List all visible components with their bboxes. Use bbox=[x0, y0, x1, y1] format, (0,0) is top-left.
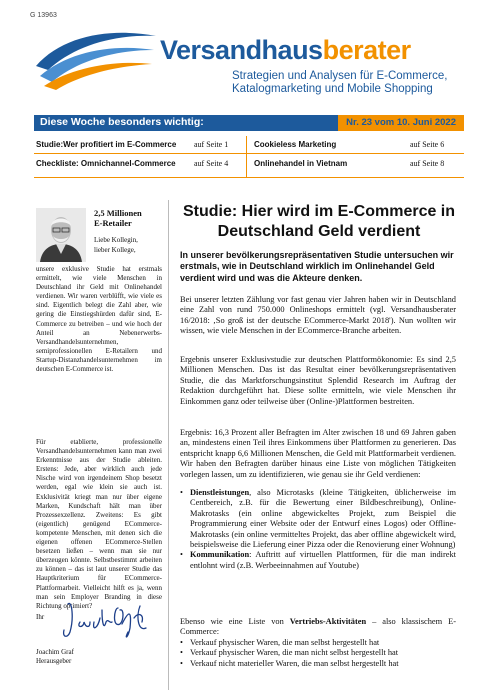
tagline-line2: Katalogmarketing und Mobile Shopping bbox=[232, 83, 433, 95]
editor-signoff bbox=[36, 648, 74, 666]
article-headline-line1: Studie: Hier wird im E-Commerce in bbox=[182, 203, 456, 220]
brand-name bbox=[160, 35, 411, 66]
toc-item-page: auf Seite 8 bbox=[410, 159, 445, 168]
greeting-line2: lieber Kollege, bbox=[94, 245, 136, 254]
issue-number: Nr. 23 vom 10. Juni 2022 bbox=[338, 115, 464, 131]
list-item bbox=[180, 488, 456, 550]
publication-code: G 13963 bbox=[30, 12, 57, 19]
editorial-headline-line2: E-Retailer bbox=[94, 218, 132, 228]
editorial-paragraph: unsere exklusive Studie hat erstmals ermittelt, wie viele Menschen in Deutschland ihr Geld mit Onlinehandel verdienen. Wir waren verblüfft, wie viele es sind. Eigentlich belegt die Zahl aber, wie gering die Einstiegshürden dafür sind, E-Commerce zu betreiben – und wie hoch der Anteil an Nebenerwerbs-Versandhandelsunternehmen, semiprofessionellen E-Retailern und Startup-Distanzhandelsunternehmen im deutschen E-Commerce ist. bbox=[36, 265, 162, 374]
article-paragraph: Ergebnis: 16,3 Prozent aller Befragten im Alter zwischen 18 und 69 Jahren gaben an, mindestens einen Teil ihres Einkommens über Plattformen zu generieren. Das entspricht knapp 6,6 Millionen Menschen, die Geld mit Plattformarbeit verdienen. Wir haben den Befragten darüber hinaus eine Liste von möglichen Tätigkeiten vorlegen lassen, um zu identifizieren, wie genau sie ihr Geld verdienen: bbox=[180, 428, 456, 479]
toc-item[interactable] bbox=[36, 159, 229, 168]
list-item bbox=[180, 648, 456, 658]
paragraph-term: Vertriebs-Aktivitäten bbox=[289, 617, 367, 626]
editorial-greeting bbox=[94, 236, 138, 255]
greeting-line1: Liebe Kollegin, bbox=[94, 236, 138, 244]
brand-tagline bbox=[232, 70, 462, 96]
article-headline-line2: Deutschland Geld verdient bbox=[217, 222, 421, 240]
brand-name-part2: berater bbox=[322, 35, 411, 65]
toc-rule bbox=[34, 153, 464, 154]
list-item-text: Verkauf physischer Waren, die man selbst hergestellt hat bbox=[190, 638, 380, 647]
list-item bbox=[180, 659, 456, 669]
column-divider bbox=[168, 200, 169, 690]
tagline-line1: Strategien und Analysen für E-Commerce, bbox=[232, 70, 448, 82]
article-paragraph bbox=[180, 617, 456, 638]
bullet-icon: • bbox=[180, 658, 183, 668]
toc-divider bbox=[246, 136, 247, 178]
toc-item-title: Checkliste: Omnichannel-Commerce bbox=[36, 159, 176, 168]
list-item bbox=[180, 638, 456, 648]
bullet-icon: • bbox=[180, 648, 183, 658]
editor-signature bbox=[58, 598, 158, 644]
list-item-text: Verkauf nicht materieller Waren, die man selbst hergestellt hat bbox=[190, 658, 399, 668]
brand-name-part1: Versandhaus bbox=[160, 35, 323, 65]
list-item bbox=[180, 550, 456, 571]
article-lead: In unserer bevölkerungsrepräsentativen Studie untersuchen wir erstmals, wie in Deutschland wirklich im Onlinehandel Geld verdient wird und was die Akteure denken. bbox=[180, 250, 454, 283]
toc-item-page: auf Seite 1 bbox=[194, 140, 229, 149]
article-headline bbox=[174, 202, 464, 241]
toc-item-page: auf Seite 6 bbox=[410, 140, 445, 149]
editorial-headline-line1: 2,5 Millionen bbox=[94, 208, 142, 218]
highlights-bar bbox=[34, 115, 464, 131]
list-item-term: Kommunikation bbox=[190, 550, 250, 560]
list-item-term: Dienstleistungen bbox=[190, 488, 250, 497]
list-item-text: : Auftritt auf virtuellen Plattformen, für die man indirekt entlohnt wird (z.B. Werbeeinnahmen auf Youtube) bbox=[190, 550, 456, 570]
editor-role: Herausgeber bbox=[36, 657, 72, 665]
activity-list bbox=[180, 488, 456, 571]
bullet-icon: • bbox=[180, 638, 183, 647]
toc-item[interactable] bbox=[254, 140, 445, 149]
brand-swoosh-logo bbox=[34, 26, 158, 92]
article-paragraph: Ergebnis unserer Exklusivstudie zur deutschen Plattformökonomie: Es sind 2,5 Millionen Menschen. Das ist das Resultat einer bevölkerungsrepräsentativen Studie, die das Marktforschungsinstitut Splendid Research im Auftrag der Redaktion durchgeführt hat. Diese sollte ermitteln, wie viele Menschen ihr Einkommen ganz oder teilweise über (Online-)Plattformen bestreiten. bbox=[180, 355, 456, 406]
toc-item-title: Cookieless Marketing bbox=[254, 140, 337, 149]
bullet-icon: • bbox=[180, 550, 183, 560]
toc-item-title: Studie:Wer profitiert im E-Commerce bbox=[36, 140, 177, 149]
toc-item[interactable] bbox=[254, 159, 445, 168]
paragraph-text: Ebenso wie eine Liste von bbox=[180, 617, 290, 626]
bullet-icon: • bbox=[180, 488, 183, 497]
toc-item[interactable] bbox=[36, 140, 229, 149]
list-item-text: Verkauf physischer Waren, die man nicht selbst hergestellt hat bbox=[190, 648, 399, 658]
editor-portrait bbox=[36, 208, 86, 262]
sales-activity-list bbox=[180, 638, 456, 669]
editor-name: Joachim Graf bbox=[36, 648, 74, 656]
article-paragraph: Bei unserer letzten Zählung vor fast genau vier Jahren haben wir in Deutschland eine Zahl von rund 750.000 Onlineshops ermittelt (vgl. Versandhausberater 16/2018: ‚So groß ist der deutsche ECommerce-Markt 2018'). Nun wollten wir wissen, wie viele Menschen in der ECommerce-Branche arbeiten. bbox=[180, 295, 456, 336]
editorial-paragraph: Für etablierte, professionelle Versandhandelsunternehmen kann man zwei Erkenntnisse aus der Studie ableiten. Erstens: Jede, aber wirklich auch jede Nische wird von irgendeinem Shop besetzt werden, egal wie klein sie auch ist. Exklusivität kriegt man nur über eigene Marken, Kundschaft hält man über Prozessexzellenz. Zweitens: Es gibt (eigentlich) genügend ECommerce-kompetente Menschen, mit denen sich die eigenen offenen ECommerce-Stellen besetzen ließen – wenn man sie nur überzeugen könnte. Selbstbestimmt arbeiten zu können – das ist laut unserer Studie das Hauptkriterium für ECommerce-Plattformarbeit. Vielleicht hilft es ja, wenn man sein Employer Branding in diese Richtung optimiert? bbox=[36, 438, 162, 610]
editorial-closing: Ihr bbox=[36, 613, 45, 621]
toc-item-title: Onlinehandel in Vietnam bbox=[254, 159, 348, 168]
list-item-text: , also Microtasks (kleine Tätigkeiten, üblicherweise im Centbereich, z.B. für die Bewertung einer Bildbeschreibung), Online-Makrotasks (ein online abgewickeltes Projekt, zum Beispiel die Programmierung einer Website oder der Entwurf eines Logos) oder Offline-Makrotasks (ein online vermitteltes Projekt, das aber offline abgewickelt wird, beispielsweise die Lieferung einer Pizza oder die Renovierung einer Wohnung) bbox=[190, 488, 456, 550]
highlights-title: Diese Woche besonders wichtig: bbox=[40, 116, 204, 128]
editorial-headline bbox=[94, 208, 142, 228]
paragraph-text: – also klassischem E-Commerce: bbox=[180, 617, 456, 637]
toc-item-page: auf Seite 4 bbox=[194, 159, 229, 168]
toc-rule bbox=[34, 177, 464, 178]
